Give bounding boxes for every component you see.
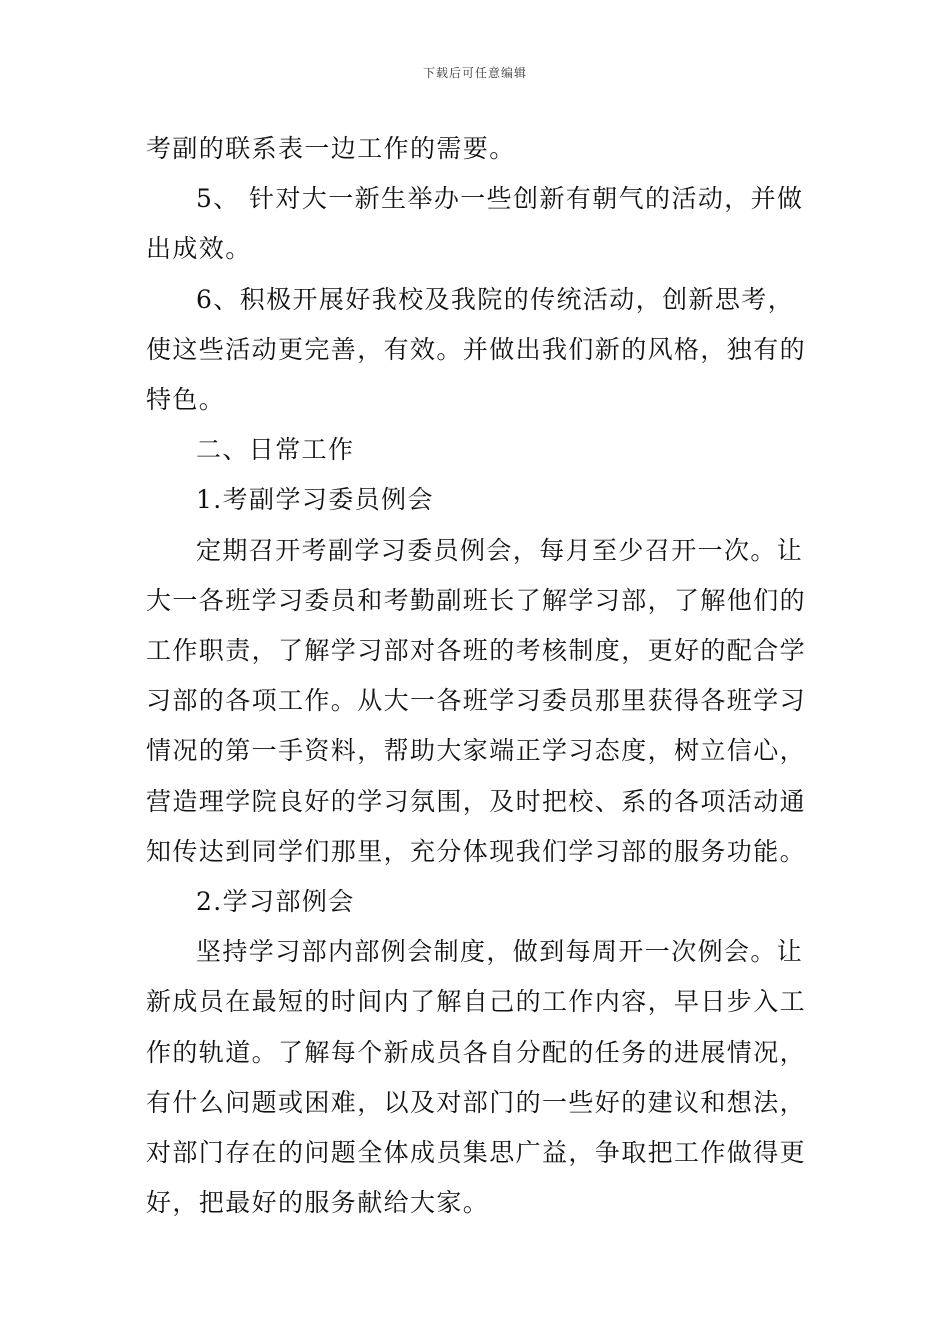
page-header-note: 下载后可任意编辑 bbox=[422, 66, 527, 80]
paragraph-study-committee-meeting: 定期召开考副学习委员例会，每月至少召开一次。让大一各班学习委员和考勤副班长了解学习部，了解他们的工作职责，了解学习部对各班的考核制度，更好的配合学习部的各项工作。从大一各班学习委员那里获得各班学习情况的第一手资料，帮助大家端正学习态度，树立信心，营造理学院良好的学习氛围，及时把校、系的各项活动通知传达到同学们那里，充分体现我们学习部的服务功能。 bbox=[146, 535, 807, 866]
subheading-department-meeting: 2.学习部例会 bbox=[196, 887, 355, 917]
section-heading-daily-work: 二、日常工作 bbox=[196, 435, 355, 465]
paragraph-department-meeting: 坚持学习部内部例会制度，做到每周开一次例会。让新成员在最短的时间内了解自己的工作内容，早日步入工作的轨道。了解每个新成员各自分配的任务的进展情况，有什么问题或困难，以及对部门的一些好的建议和想法，对部门存在的问题全体成员集思广益，争取把工作做得更好，把最好的服务献给大家。 bbox=[146, 937, 807, 1218]
paragraph-continuation: 考副的联系表一边工作的需要。 bbox=[146, 134, 516, 163]
paragraph-item-5: 5、 针对大一新生举办一些创新有朝气的活动，并做出成效。 bbox=[146, 184, 804, 264]
paragraph-item-6: 6、积极开展好我校及我院的传统活动，创新思考，使这些活动更完善，有效。并做出我们新的风格，独有的特色。 bbox=[146, 284, 807, 415]
document-body bbox=[146, 124, 808, 1228]
subheading-study-committee-meeting: 1.考副学习委员例会 bbox=[196, 485, 434, 515]
